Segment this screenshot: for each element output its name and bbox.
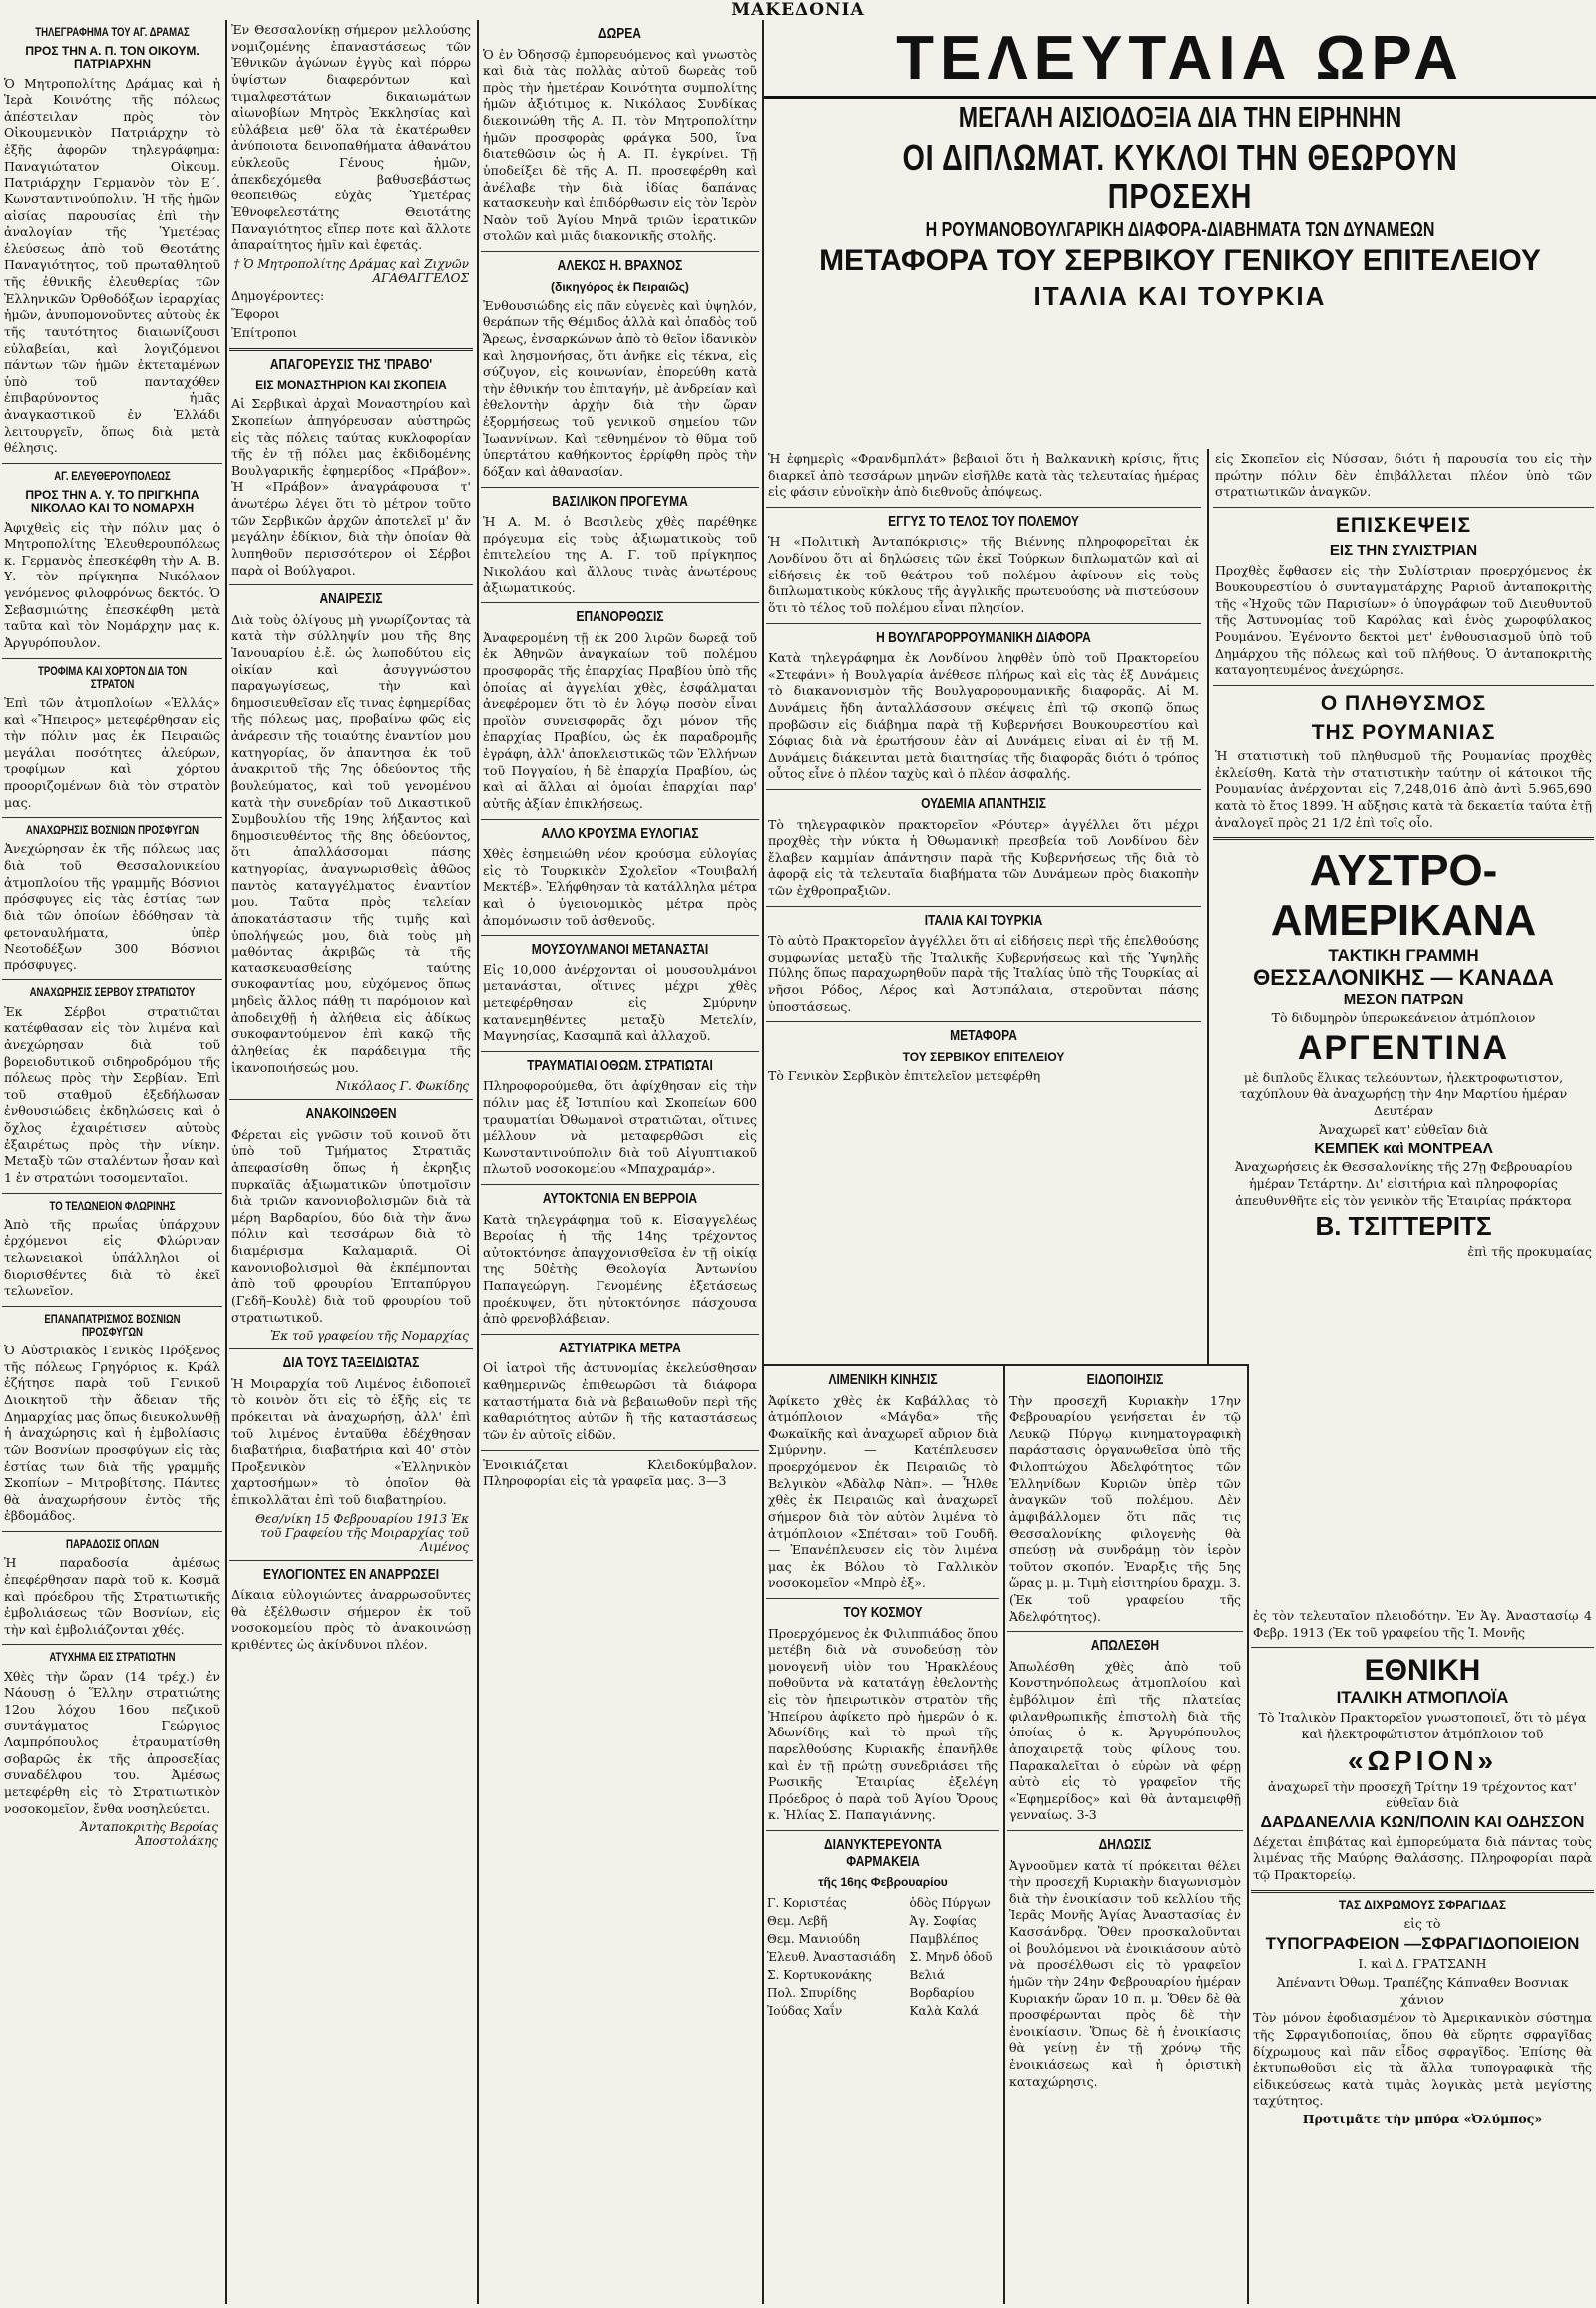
article-text: Φέρεται εἰς γνῶσιν τοῦ κοινοῦ ὅτι ὑπὸ τοῦ Τμήματος Στρατιᾶς ἀπεφασίσθη ὅπως ἡ ἐκρηξις πυρκαϊᾶς ἀξιωματικῶν ὑποτμοῖσιν διὰ τριῶν κανονιοβολισμῶν διὰ τὰ μέρη Βαρδαρίου, δύο διὰ τὴν ἄνω πόλιν καὶ τεσσάρων διὰ τὸ διαμέρισμα Καλαμαριᾶ. Οἱ κανονιοβολισμοὶ θὰ ἐκπέμπονται ἀπὸ τοῦ φρουρίου Ἐπταπύργου (Γεδῆ–Κουλὲ) διὰ τοῦ φρουρίου τοῦ στρατιωτικοῦ.	[231, 1126, 471, 1325]
ad-text: Τὸ Ἰταλικὸν Πρακτορεῖον γνωστοποιεῖ, ὅτι τὸ μέγα καὶ ἠλεκτροφώτιστον ἀτμόπλοιον τοῦ	[1258, 1710, 1587, 1741]
article-headline: ΑΛΕΚΟΣ Η. ΒΡΑΧΝΟΣ	[557, 257, 683, 274]
article-headline: ΕΥΛΟΓΙΟΝΤΕΣ ΕΝ ΑΝΑΡΡΩΣΕΙ	[262, 1565, 440, 1583]
article-headline: ΒΑΣΙΛΙΚΟΝ ΠΡΟΓΕΥΜΑ	[552, 492, 688, 510]
column-rule	[1207, 449, 1209, 1366]
table-cell: Γ. Κοριστέας	[767, 1896, 847, 1911]
article-text: Πληροφορούμεθα, ὅτι ἀφίχθησαν εἰς τὴν πόλιν μας ἐξ Ἰστιπίου καὶ Σκοπείων 600 τραυματίαι Ὀθωμανοὶ στρατιῶται, οἵτινες μέλλουν νὰ μεταφερθῶσι εἰς Κωνσταντινούπολιν διὰ τοῦ Αἰγυπτιακοῦ πλωτοῦ νοσοκομείου «Μπαχραμάρ».	[483, 1078, 757, 1177]
headline-diplomatic: ΟΙ ΔΙΠΛΩΜΑΤ. ΚΥΚΛΟΙ ΤΗΝ ΘΕΩΡΟΥΝ ΠΡΟΣΕΧΗ	[902, 136, 1458, 217]
divider	[229, 1560, 473, 1561]
table-cell: Καλὰ Καλά	[909, 2004, 979, 2019]
ad-address: Ἀπέναντι Ὀθωμ. Τραπέζης Κάπναθεν Βοσνιακ χάνιον	[1276, 1975, 1569, 2007]
article-subheadline: ΕΙΣ ΜΟΝΑΣΤΗΡΙΟΝ ΚΑΙ ΣΚΟΠΕΙΑ	[255, 378, 447, 393]
article-text: Διὰ τοὺς ὀλίγους μὴ γνωρίζοντας τὰ κατὰ τὴν σύλληψίν μου τῆς 8ης Ἰανουαρίου ἐ.ἔ. ὡς λωποδύτου εἰς οἰκίαν καὶ ἀσυγγνώστου παραγωγίσεως, τὴν καὶ δημοσιευθεῖσαν εἴς τινας ἐφημερίδας τῆς πόλεως μας, προβαίνω φῶς εἰς ἀνάρεσιν τῆς τοιαύτης ἐναντίον μου κατηγορίας, ὅν ἀπαντησα ἐκ τοῦ ἀνακριτοῦ τῆς 7ης ὁδεύοντος τῆς βουλεύματος, καὶ τοῦ γενομένου κατὰ τὴν συνεδρίαν τοῦ Δικαστικοῦ Συμβουλίου τῆς 19ης λήξαντος καὶ δημοσιευθέντος τῆς 8ης ὁδεύοντος, ὅτι ἀπαλλάσσομαι πάσης κατηγορίας, ἀναγνωρισθεὶς ἀθῶος παντὸς καταγγέλματος ἐναντίον μου. Ταῦτα πρὸς τελείαν ἀποκατάστασιν τῆς τιμῆς καὶ ὑπολήψεώς μου, διὰ τοὺς μὴ μαθόντας ἀκριβῶς τὰ τῆς κατασκευασθείσης ταύτης συκοφαντίας μου, εὐχόμενος ὅπως μηδεὶς ἄλλος πάθῃ τι παρόμοιον καὶ ἀποδειχθῇ ἡ ἀλήθεια εἰς ἀδίκως συκοφαντούμενον ἐπὶ κακῷ τῆς ἀληθείας ἐκ παράδειγμα τῆς ἱκανοποιήσεώς μου.	[231, 611, 471, 1075]
table-cell: Θεμ. Μανιούδη	[767, 1932, 860, 1947]
article-text: Ἀνεχώρησαν ἐκ τῆς πόλεως μας διὰ τοῦ Θεσσαλονικείου ἀτμοπλοίου τῆς γραμμῆς Βόσνιοι πρόσφυγες εἰς τὰς ἑστίας των διὰ τῶν ὁποίων ἐδόθησαν τὰ φετοναυλήματα, ὑπὲρ Νεοτοδέξων 300 Βόσνιοι πρόσφυγες.	[4, 841, 220, 972]
divider	[1007, 1631, 1243, 1632]
divider	[2, 463, 222, 464]
article-headline: ΜΕΤΑΦΟΡΑ	[950, 1027, 1017, 1045]
lead-text: Ἡ ἐφημερὶς «Φρανδμπλάτ» βεβαιοῖ ὅτι ἡ Βαλκανικὴ κρίσις, ἥτις διαρκεῖ ἀπὸ τεσσάρων μηνῶν εἰσῆλθε κατὰ τὰς τελευταίας ἡμέρας εἰς φάσιν εὐνοϊκὴν ἀπὸ διεθνοῦς ἀπόψεως.	[768, 451, 1199, 500]
table-cell: Βελιά	[909, 1968, 945, 1983]
article-subheadline: τῆς 16ης Φεβρουαρίου	[818, 1875, 948, 1889]
table-cell: Θεμ. Λεβῆ	[767, 1914, 828, 1929]
article-text: Χθὲς ἐσημειώθη νέον κρούσμα εὐλογίας εἰς τὸ Τουρκικὸν Σχολεῖον «Τουιβαλή Μεκτέβ». Ἐλήφθησαν τὰ κατάλληλα μέτρα καὶ ὁ ὑγειονομικὸς μέτρα πρὸς ἀπομόνωσιν τοῦ ἀσθενοῦς.	[483, 846, 757, 928]
article-text: Εἰς 10,000 ἀνέρχονται οἱ μουσουλμάνοι μετανάσται, οἵτινες μέχρι χθὲς μετεφέρθησαν εἰς Σμύρνην κατανεμηθέντες μεταξὺ Μετελίν, Μαγνησίας, Κασαμπᾶ καὶ ἀλλαχοῦ.	[483, 962, 757, 1044]
article-signature: Θεσ/νίκη 15 Φεβρουαρίου 1913 Ἐκ τοῦ Γραφείου τῆς Μοιραρχίας τοῦ Λιμένος	[255, 1511, 469, 1554]
article-text: Ἐνοικιάζεται Κλειδοκύμβαλον. Πληροφορίαι εἰς τὰ γραφεῖα μας. 3—3	[483, 1456, 757, 1489]
divider	[481, 1051, 759, 1052]
headline-italy-turkey: ΙΤΑΛΙΑ ΚΑΙ ΤΟΥΡΚΙΑ	[1033, 281, 1327, 312]
article-headline: ΕΓΓΥΣ ΤΟ ΤΕΛΟΣ ΤΟΥ ΠΟΛΕΜΟΥ	[888, 512, 1079, 530]
article-signature: † Ὁ Μητροπολίτης Δράμας καὶ Ζιχνῶν ΑΓΑΘΑΓΓΕΛΟΣ	[233, 256, 469, 285]
article-subheadline: ΠΡΟΣ ΤΗΝ Α. Υ. ΤΟ ΠΡΙΓΚΗΠΑ ΝΙΚΟΛΑΟ ΚΑΙ ΤΟ ΝΟΜΑΡΧΗ	[25, 488, 200, 516]
article-headline: ΑΝΑΧΩΡΗΣΙΣ ΒΟΣΝΙΩΝ ΠΡΟΣΦΥΓΩΝ	[25, 823, 200, 838]
divider	[2, 1644, 222, 1645]
divider	[481, 1334, 759, 1335]
divider	[2, 817, 222, 818]
article-text: Ἡ Μοιραρχία τοῦ Λιμένος ἐιδοποιεῖ τὸ κοινὸν ὅτι εἰς τὸ ἐξῆς εἰς τε πρόκειται νὰ ἀναχωρήσῃ, ἀλλ' ἐπὶ τοῦ λιμένος ἐνταῦθα ἐδέχθησαν διαβατήρια, διαβατήρια καὶ 40' στὸν Προξενικὸν «Ἑλληνικὸν χαρτοσήμων» τὸ ὁποῖον θὰ ἐπικολλᾶται ἐπὶ τοῦ διαβατηρίου.	[231, 1375, 471, 1508]
ad-ethniki-title: ΕΘΝΙΚΗ	[1364, 1654, 1481, 1688]
article-signature: Ἐκ τοῦ γραφείου τῆς Νομαρχίας	[270, 1329, 469, 1344]
article-text: Ὁ ἐν Ὀδησσῷ ἐμπορευόμενος καὶ γνωστὸς καὶ διὰ τὰς πολλὰς αὐτοῦ δωρεὰς τοῦ πρὸς τὴν ἡμετέραν Κοινότητα συμπολίτης ἡμῶν ἀξιότιμος κ. Νικόλαος Συνδίκας διεκοινώθη τῆς Α. Π. τὸν Μητροπολίτην ἡμῶν προσφορὰς φράγκα 500, ἵνα διατεθῶσιν ὡς ἡ Α. Π. ἐγκρίνει. Τῇ ὑποδείξει δὲ τῆς Α. Π. προσεφέρθη καὶ ἀνέλαβε τὴν διὰ ἰδίας δαπάνας κατασκευὴν καὶ ἐπιδόρθωσιν εἰς τὸν Ἱερὸν Ναὸν τοῦ Ἁγίου Μηνᾶ τριῶν ἱερατικῶν στολῶν καὶ μιᾶς διακονικῆς στολῆς.	[483, 46, 757, 244]
divider	[229, 1348, 473, 1349]
ad-via: ΜΕΣΟΝ ΠΑΤΡΩΝ	[1343, 991, 1464, 1009]
article-text: Τὸ αὐτὸ Πρακτορεῖον ἀγγέλλει ὅτι αἱ εἰδήσεις περὶ τῆς ἐπελθούσης συμφωνίας μεταξὺ τῆς Ἰταλικῆς Κυβερνήσεως καὶ τῆς Ὑψηλῆς Πύλης ὅπως παραχωρηθοῦν παρὰ τῆς Ἰταλίας ὑπὸ τῆς Τουρκίας αἱ νῆσοι Ρόδος, Λέρος καὶ Ἀστυπάλαια, στεροῦνται πάσης ὑποστάσεως.	[768, 933, 1199, 1014]
article-text: Ἐν Θεσσαλονίκῃ σήμερον μελλούσης νομιζομένης ἐπαναστάσεως τῶν Ἐθνικῶν ἀγώνων ἐγγὺς καὶ πόρρω ὑψίστων διαφερόντων καὶ τιμαλφεστάτων δικαιωμάτων αἰωνοβίων Μητρὸς Ἐκκλησίας καὶ εὐλάβεια μεθ' ὅλα τὰ ἐκατέρωθεν ἀνύποιοτα δεινοπαθήματα ἀθανάτου εὐκλεοῦς Γένους ἡμῶν, ἀπεκδεχόμεθα βαθυσεβάστως θεοπειθῶς εὐχὰς Ὑμετέρας Ἐθνοφελεστάτης Θειοτάτης Παναγιότητος εἴπερ ποτε καὶ ἄλλοτε ἀπαραίτητος ἡμῖν καὶ ἐφετάς.	[231, 22, 471, 253]
ad-line: ΤΑΚΤΙΚΗ ΓΡΑΜΜΗ	[1328, 946, 1479, 965]
article-headline: ΑΛΛΟ ΚΡΟΥΣΜΑ ΕΥΛΟΓΙΑΣ	[541, 824, 699, 842]
article-text: Ἐπὶ τῶν ἀτμοπλοίων «Ἑλλάς» καὶ «Ἤπειρος» μετεφέρθησαν εἰς τὴν πόλιν μας ἐκ Πειραιῶς μεγάλαι ποσότητες ἀλεύρων, τροφίμων καὶ χόρτου προοριζομένων διὰ τὸν στρατὸν μας.	[4, 694, 220, 810]
article-headline: ΤΡΑΥΜΑΤΙΑΙ ΟΘΩΜ. ΣΤΡΑΤΙΩΤΑΙ	[527, 1056, 713, 1074]
ad-beer: Προτιμᾶτε τὴν μπύρα «Ὀλύμπος»	[1302, 2112, 1543, 2127]
table-cell: Σ. Κορτυκονάκης	[767, 1968, 872, 1983]
article-text: Δίκαια εὐλογιώντες ἀναρρωσοῦντες θὰ ἐξέλθωσιν σήμερον ἐκ τοῦ νοσοκομείου πρὸς τὸ ἀνακοινώσῃ κριθέντες ὡς ἀκίνδυνοι πλέον.	[231, 1587, 471, 1653]
divider	[229, 1099, 473, 1100]
article-text: Αἱ Σερβικαὶ ἀρχαὶ Μοναστηρίου καὶ Σκοπείων ἀπηγόρευσαν αὐστηρῶς εἰς τὰς πόλεις ταύτας κυκλοφορίαν τῆς ἐν τῇ πόλει μας ἐκδιδομένης Βουλγαρικῆς ἐφημερίδος «Πράβον». Ἡ «Πράβον» ἀναγράφουσα τ' ἀνωτέρω λέγει ὅτι τὸ μέτρον τοῦτο τῶν Σερβικῶν ἀρχῶν ἀποτελεῖ μ' ἄν μεγάλην ἐδίκιον, διὰ τὴν ὁποίαν θὰ λυπηθοῦν περισσότερον οἱ Σέρβοι παρὰ οἱ Βούλγαροι.	[231, 396, 471, 577]
article-headline: ΕΠΑΝΟΡΘΩΣΙΣ	[576, 608, 664, 626]
right-column-a	[764, 449, 1203, 1366]
article-headline: ΜΟΥΣΟΥΛΜΑΝΟΙ ΜΕΤΑΝΑΣΤΑΙ	[531, 941, 709, 959]
article-subheadline: ΠΡΟΣ ΤΗΝ Α. Π. ΤΟΝ ΟΙΚΟΥΜ. ΠΑΤΡΙΑΡΧΗΝ	[25, 44, 200, 72]
article-headline: ΟΥΔΕΜΙΑ ΑΠΑΝΤΗΣΙΣ	[921, 795, 1046, 812]
article-headline: ΙΤΑΛΙΑ ΚΑΙ ΤΟΥΡΚΙΑ	[924, 911, 1043, 929]
divider	[766, 789, 1201, 790]
table-cell: ὁδὸς Πύργων	[909, 1896, 991, 1911]
headline-peace: ΜΕΓΑΛΗ ΑΙΣΙΟΔΟΞΙΑ ΔΙΑ ΤΗΝ ΕΙΡΗΝΗΝ	[958, 102, 1402, 134]
divider	[481, 935, 759, 936]
right-a-articles	[764, 514, 1203, 1085]
article-headline: ΠΑΡΑΔΟΣΙΣ ΟΠΛΩΝ	[66, 1537, 159, 1552]
divider	[2, 1306, 222, 1307]
table-row	[766, 1895, 999, 1911]
article-headline: ΑΠΩΛΕΣΘΗ	[1090, 1637, 1160, 1655]
article-text: Ἡ «Πολιτικὴ Ἀνταπόκρισις» τῆς Βιέννης πληροφορεῖται ἐκ Λονδίνου ὅτι αἱ δηλώσεις τῶν ἐκεῖ Τούρκων διπλωματῶν καὶ αἱ εἰδήσεις ἐκ τοῦ θεάτρου τοῦ πολέμου ἀφίνουν εἰς τοὺς διπλωματικοὺς κύκλους τῆς ἀγγλικῆς πρωτευούσης νὰ πιστεύσουν ὅτι τὸ τέλος τοῦ πολέμου εἶναι πλησίον.	[768, 534, 1199, 615]
article-text: Ὁ Αὐστριακὸς Γενικὸς Πρόξενος τῆς πόλεως Γρηγόριος κ. Κράλ ἐζήτησε παρὰ τοῦ Γενικοῦ Διοικητοῦ τὴν ἄδειαν τῆς Δημαρχίας μας ὅπως διευκολυνθῇ ἡ ἀναχώρησις καὶ ἡ ἐμβολίασις τῶν Βοσνίων προσφύγων εἰς τὰς ἑστίας των διὰ τῆς γραμμῆς Σκοπίων – Μιτροβίτσης. Πάντες θὰ ἀναχωρήσουν ἐντὸς τῆς ἑβδομάδος.	[4, 1343, 220, 1524]
divider	[2, 1193, 222, 1194]
article-text: ἐς τὸν τελευταῖον πλειοδότην. Ἐν Ἁγ. Ἀναστασίῳ 4 Φεβρ. 1913 (Ἐκ τοῦ γραφείου τῆς Ἱ. Μονῆς	[1253, 1608, 1592, 1640]
pharmacy-table	[764, 1893, 1001, 2021]
ad-text: ἀναχωρεῖ τὴν προσεχῆ Τρίτην 19 τρέχοντος κατ' εὐθεῖαν διὰ	[1268, 1778, 1577, 1811]
column-2	[227, 20, 475, 2304]
article-headline: ΔΗΛΩΣΙΣ	[1098, 1836, 1152, 1853]
ad-text: Δέχεται ἐπιβάτας καὶ ἐμπορεύματα διὰ πάντας τοὺς λιμένας τῆς Μαύρης Θαλάσσης. Πληροφορίαι παρὰ τῷ Πρακτορείῳ.	[1253, 1833, 1592, 1882]
article-text: Ἐνθουσιώδης εἰς πᾶν εὐγενὲς καὶ ὑψηλόν, θεράπων τῆς Θέμιδος ἀλλὰ καὶ ὀπαδὸς τοῦ Ἄρεως, ἐνσαρκώνων ἀπὸ τὸ θεῖον ἰδανικὸν καὶ λησμονήσας, ὅτι ἀνῆκε εἰς τέκνα, εἰς σύζυγον, εἰς κοινωνίαν, ἐπορεύθη κατὰ τὴν ἐθνικήν του ἐπιταγήν, μὲ ἀνδρείαν καὶ ἐθελοντὴν ἀρχὴν διὰ τὴν ὥραν ἐξορμήσεως τοῦ γενικοῦ σημείου τῶν Ἰωαννίνων. Καὶ τεθνημένον τὸ θῦμα τοῦ ὑπερτάτου καθήκοντος ἐρρίφθη πρὸς τὴν δόξαν καὶ ἀθανασίαν.	[483, 297, 758, 479]
last-hour-banner: ΤΕΛΕΥΤΑΙΑ ΩΡΑ	[764, 28, 1596, 99]
divider	[481, 487, 759, 488]
divider	[229, 584, 473, 585]
signatory-1: Δημογέροντες:	[231, 287, 325, 303]
ad-text: μὲ διπλοῦς ἕλικας τελεόυντων, ἠλεκτροφωτιστον, ταχύπλουν θὰ ἀναχωρήσῃ τὴν 4ην Μαρτίου ἡμέραν Δευτέραν	[1239, 1069, 1568, 1119]
divider	[481, 251, 759, 252]
ad-text: Ἀναχωρήσεις ἐκ Θεσσαλονίκης τῆς 27ῃ Φεβρουαρίου ἡμέραν Τετάρτην. Δι' εἰσιτήρια καὶ πληροφορίας ἀπευθυνθῆτε εἰς τὸν γενικὸν τῆς Ἑταιρίας πράκτορα	[1234, 1159, 1573, 1208]
ad-destinations: ΔΑΡΔΑΝΕΛΛΙΑ ΚΩΝ/ΠΟΛΙΝ ΚΑΙ ΟΔΗΣΣΟΝ	[1260, 1813, 1585, 1831]
table-cell: Ἰούδας Χαΐν	[767, 2004, 843, 2019]
divider	[766, 1598, 999, 1599]
section-divider	[229, 348, 473, 351]
article-headline: ΤΡΟΦΙΜΑ ΚΑΙ ΧΟΡΤΟΝ ΔΙΑ ΤΟΝ ΣΤΡΑΤΟΝ	[37, 663, 187, 691]
article-headline: ΕΠΑΝΑΠΑΤΡΙΣΜΟΣ ΒΟΣΝΙΩΝ ΠΡΟΣΦΥΓΩΝ	[44, 1311, 181, 1339]
article-text: Προχθὲς ἔφθασεν εἰς τὴν Συλίστριαν προερχόμενος ἐκ Βουκουρεστίου ὁ συνταγματάρχης Ραριοῦ ἀνταποκριτὴς τῆς «Ἠχοῦς τῶν Παρισίων» ὁ ὑπογράφων τοῦ Διευθυντοῦ τῆς Ἀστυνομίας τοῦ Καρόλας καὶ ἑνὸς χωροφύλακος Ρουμάνου. Ἐγένοντο δεκτοὶ μετ' ἐνθουσιασμοῦ ὑπὸ τοῦ Δημάρχου τῆς πόλεως καὶ τοῦ πλήθους. Ὁ ἀνταποκριτὴς καταγοητευμένος ἀνεχώρησε.	[1215, 563, 1592, 678]
article-subheadline: ΤΗΣ ΡΟΥΜΑΝΙΑΣ	[1311, 720, 1496, 744]
article-headline: ΤΟ ΤΕΛΩΝΕΙΟΝ ΦΛΩΡΙΝΗΣ	[49, 1198, 176, 1213]
ad-route: ΘΕΣΣΑΛΟΝΙΚΗΣ — ΚΑΝΑΔΑ	[1253, 965, 1554, 991]
divider	[1213, 837, 1594, 840]
table-row	[766, 1985, 999, 2001]
article-headline: ΑΓ. ΕΛΕΥΘΕΡΟΥΠΟΛΕΩΣ	[54, 468, 171, 483]
article-signature: Ἀνταποκριτὴς Βεροίας Ἀποστολάκης	[80, 1820, 218, 1849]
article-headline: ΛΙΜΕΝΙΚΗ ΚΙΝΗΣΙΣ	[828, 1371, 938, 1388]
article-headline: ΑΝΑΙΡΕΣΙΣ	[319, 590, 383, 608]
ad-owner: Ι. καὶ Δ. ΓΡΑΤΣΑΝΗ	[1358, 1956, 1487, 1972]
article-headline: ΑΝΑΚΟΙΝΩΘΕΝ	[305, 1105, 397, 1123]
divider	[766, 507, 1201, 508]
article-headline: ΑΥΤΟΚΤΟΝΙΑ ΕΝ ΒΕΡΡΟΙΑ	[542, 1190, 698, 1208]
table-row	[766, 1949, 999, 1965]
ad-destinations: ΚΕΜΠΕΚ καὶ ΜΟΝΤΡΕΑΛ	[1314, 1140, 1493, 1158]
divider	[2, 979, 222, 980]
article-text: Ἡ στατιστικὴ τοῦ πληθυσμοῦ τῆς Ρουμανίας προχθὲς ἐκλείσθη. Κατὰ τὴν στατιστικὴν ταύτην οἱ κάτοικοι τῆς Ρουμανίας ἀνέρχονται εἰς 7,248,016 ἀπὸ ἀντὶ 5.965,690 κατὰ τὸ ἔτος 1899. Ἡ αὔξησις κατὰ τὰ δεκαετία ταύτα ἐτῇ ἀναλογεῖ πρὸς 21 1/2 ἐπὶ τοῖς οἷο.	[1215, 748, 1592, 830]
table-cell: Ἑλευθ. Ἀναστασιάδη	[767, 1950, 896, 1965]
article-headline: ΑΝΑΧΩΡΗΣΙΣ ΣΕΡΒΟΥ ΣΤΡΑΤΙΩΤΟΥ	[29, 985, 196, 1000]
divider	[481, 602, 759, 603]
article-text: Χθὲς τὴν ὥραν (14 τρέχ.) ἐν Νάουσῃ ὁ Ἕλλην στρατιώτης 12ου λόχου 16ου πεζικοῦ συντάγματος Γεώργιος Λαμπρόπουλος ἐτραυματίσθη σοβαρῶς ἐκ τῆς ἀπροσεξίας συναδέλφου του. Ἀμέσως μετεφέρθη εἰς τὸ Στρατιωτικὸν νοσοκομεῖον, ἔνθα νοσηλεύεται.	[4, 1668, 220, 1816]
table-cell: Παμβλέπος	[909, 1932, 979, 1947]
article-headline: Η ΒΟΥΛΓΑΡΟΡΡΟΥΜΑΝΙΚΗ ΔΙΑΦΟΡΑ	[876, 628, 1091, 646]
article-headline: ΤΟΥ ΚΟΣΜΟΥ	[843, 1604, 923, 1621]
divider	[1213, 507, 1594, 508]
article-text: Ἀφίκετο χθὲς ἐκ Καβάλλας τὸ ἀτμόπλοιον «Μάγδα» τῆς Φωκαϊκῆς καὶ ἀναχωρεῖ αὔριον διὰ Σμύρνην. — Κατέπλευσεν προερχόμενον ἐκ Πειραιῶς τὸ Βελγικὸν «Ἀδὰλφ Νὰπ». — Ἦλθε χθὲς ἐκ Πειραιῶς καὶ ἀναχωρεῖ σήμερον διὰ τὸν αὐτὸν λιμένα τὸ ἀτμόπλοιον «Σπέτσαι» τοῦ Γουδῆ. — Ἐπανέπλευσεν εἰς τὸν λιμένα μας ἐκ Βόλου τὸ Γαλλικὸν νοσοκομεῖον «Μπρὸ ἐξ».	[768, 1392, 998, 1591]
article-text: Ἡ παραδοσία ἀμέσως ἐπεφέρθησαν παρὰ τοῦ κ. Κοσμᾶ καὶ πρόεδρου τῆς Στρατιωτικῆς ἐμβολιάσεως τῶν Βοσνίων, εἰς τὴν καὶ ἐμβολιάζονται χθές.	[4, 1555, 220, 1637]
column-3	[479, 20, 761, 2304]
ad-ship-name: ΑΡΓΕΝΤΙΝΑ	[1297, 1028, 1510, 1067]
divider	[2, 658, 222, 659]
signatory-3: Ἐπίτροποι	[231, 325, 298, 340]
divider	[1251, 1890, 1594, 1893]
divider	[766, 906, 1201, 907]
table-row	[766, 1967, 999, 1983]
ad-text: Τὸν μόνον ἐφοδιασμένον τὸ Ἀμερικανικὸν σύστημα τῆς Σφραγιδοποιίας, ὅπου θὰ εὕρητε σφραγῖδας δίχρωμους καὶ πᾶν εἶδος σφραγῖδος. Ἐπίσης θὰ ἐκτυπωθοῦσι εἰς τὰ ἄλλα τυπογραφικὰ τῆς εἰδικεύσεως κατὰ τιμὰς λογικὰς μετὰ μεγίστης ταχύτητος.	[1253, 2010, 1592, 2109]
article-headline: ΔΙΑ ΤΟΥΣ ΤΑΞΕΙΔΙΩΤΑΣ	[282, 1354, 420, 1372]
ad-ship-name: «ΩΡΙΟΝ»	[1347, 1744, 1498, 1776]
divider	[1007, 1830, 1243, 1831]
article-text: Ἀναφερομένη τῇ ἐκ 200 λιρῶν δωρεᾷ τοῦ ἐκ Ἀθηνῶν ἀναγκαίων τοῦ πολέμου προσφορᾶς τῆς ἐπαρχίας Πραβίου ὑπὸ τῆς ὁποίας αἱ ἀγγελίαι χθὲς, ἐσφάλμαται ἀνεφέρομεν ὅτι τὸ ἐν λόγῳ ποσὸν εἶναι προϊὸν συνεισφορᾶς ὄχι μόνον τῆς ἐπαρχίας Πραβίου, ὡς ἐκ παραδρομῆς ἐγράφη, ἀλλ' ἀποκλειστικῶς τῶν Ἑλλήνων τοῦ Πογγαίου, ἡ δὲ ἐπαρχία Πραβίου, ὡς καὶ αἱ ἄλλαι αἱ ὁμοίαι ἐπαρχίαι παρ' αὐτῆς ἀξίαν ἐπικλήσεως.	[483, 629, 757, 811]
right-column-b	[1211, 449, 1596, 1606]
divider	[766, 1830, 999, 1831]
ad-austro-americana-title: ΑΥΣΤΡΟ-ΑΜΕΡΙΚΑΝΑ	[1270, 846, 1537, 946]
column-2-articles	[227, 357, 475, 1654]
right-column-c	[764, 1366, 1001, 2304]
article-subheadline: ΤΟΥ ΣΕΡΒΙΚΟΥ ΕΠΙΤΕΛΕΙΟΥ	[902, 1049, 1065, 1064]
divider	[481, 819, 759, 820]
article-headline: ΕΠΙΣΚΕΨΕΙΣ	[1335, 513, 1472, 537]
headline-romanian-bulgarian: Η ΡΟΥΜΑΝΟΒΟΥΛΓΑΡΙΚΗ ΔΙΑΦΟΡΑ-ΔΙΑΒΗΜΑΤΑ ΤΩΝ ΔΥΝΑΜΕΩΝ	[925, 219, 1435, 242]
ad-address: ἐπὶ τῆς προκυμαίας	[1467, 1244, 1592, 1260]
article-text: Τὸ Γενικὸν Σερβικὸν ἐπιτελεῖον μετεφέρθη	[768, 1067, 1041, 1083]
divider	[1251, 1647, 1594, 1648]
divider	[481, 1184, 759, 1185]
divider	[2, 1531, 222, 1532]
article-headline: ΑΤΥΧΗΜΑ ΕΙΣ ΣΤΡΑΤΙΩΤΗΝ	[49, 1650, 176, 1665]
divider	[766, 623, 1201, 624]
article-text: Προερχόμενος ἐκ Φιλιππιάδος ὅπου μετέβη διὰ νὰ συνοδεύσῃ τὸν μονογενῆ υἱὸν του Ἠρακλέους ποθοῦντα νὰ κατατάγῃ ἐθελοντὴς εἰς τὸν ἠπειρωτικὸν στρατὸν τῆς Ἠπείρου ἀφίκετο πρὸ ἡμερῶν ὁ κ. Ἀδωνίδης καὶ τὸ πρωὶ τῆς παρελθούσης Κυριακῆς ἐπανῆλθε καὶ ἐν τῇ πρώτῃ συνεδριάσει τῆς Ρωσικῆς Ἑταιρίας ἐξελέγη Πρόεδρος ὁ παρὰ τοῦ Ἁγίου Ὄρους κ. Ἠλίας Σ. Παπαγιάννης.	[768, 1625, 998, 1823]
article-text: Ἀπωλέσθη χθὲς ἀπὸ τοῦ Κονστηνόπολεως ἀτμοπλοίου καὶ ἐμβόλιμον ἐπὶ τῆς πλατείας φιλανθρωπικῆς ἐπιστολὴ διὰ τῆς ὁποίας ὁ κ. Ἀργυρόπουλος ἀποχαιρετᾷ τοὺς φίλους του. Παρακαλεῖται ὁ εὑρὼν νὰ φέρῃ αὐτὸ εἰς τὸ γραφεῖον τῆς «Ἐφημερίδος» καὶ θὰ ἀνταμειφθῇ γενναίως. 3-3	[1009, 1658, 1241, 1823]
last-hour-section	[764, 20, 1596, 2304]
article-headline: Ο ΠΛΗΘΥΣΜΟΣ	[1320, 691, 1487, 715]
article-text: Ἀφιχθεὶς εἰς τὴν πόλιν μας ὁ Μητροπολίτης Ἐλευθερουπόλεως κ. Γερμανὸς ἐπεσκέφθη τὴν Α. Β. Υ. τὸν πρίγκηπα Νικόλαον γενόμενος φιλοφρόνως δεκτός. Ὁ Σεβασμιώτης ἐπεσκέφθη μετὰ ταῦτα καὶ τὸν Νομάρχην μας κ. Ἀργυρόπουλον.	[4, 519, 220, 650]
article-headline: ΑΠΑΓΟΡΕΥΣΙΣ ΤΗΣ 'ΠΡΑΒΟ'	[269, 355, 433, 373]
divider	[1213, 685, 1594, 686]
article-headline: ΤΗΛΕΓΡΑΦΗΜΑ ΤΟΥ ΑΓ. ΔΡΑΜΑΣ	[35, 25, 190, 39]
article-text: Ἡ Α. Μ. ὁ Βασιλεὺς χθὲς παρέθηκε πρόγευμα εἰς τοὺς ἀξιωματικοὺς τοῦ ἐπιτελείου της Α. Γ. τοῦ πρίγκηπος Νικολάου καὶ ἄλλους τινὰς ἀνωτέρους ἀξιωματικούς.	[483, 514, 757, 595]
ad-ethniki-subtitle: ΙΤΑΛΙΚΗ ΑΤΜΟΠΛΟΪΑ	[1336, 1688, 1509, 1708]
column-1	[0, 20, 224, 2304]
lead-text: εἰς Σκοπεῖον εἰς Νύσσαν, διότι ἡ παρουσία του εἰς τὴν πρώτην πόλιν δὲν ἐπιβάλλεται πλέον ὑπὸ τῶν στρατιωτικῶν ἀναγκῶν.	[1215, 451, 1592, 500]
ad-seals-title: ΤΑΣ ΔΙΧΡΩΜΟΥΣ ΣΦΡΑΓΙΔΑΣ	[1338, 1897, 1507, 1912]
headline-serbian-staff: ΜΕΤΑΦΟΡΑ ΤΟΥ ΣΕΡΒΙΚΟΥ ΓΕΝΙΚΟΥ ΕΠΙΤΕΛΕΙΟΥ	[819, 244, 1541, 278]
signatory-2: Ἔφοροι	[231, 306, 280, 322]
table-row	[766, 1931, 999, 1947]
table-row	[766, 1913, 999, 1929]
article-signature: Νικόλαος Γ. Φωκίδης	[335, 1079, 469, 1094]
article-text: Οἱ ἰατροὶ τῆς ἀστυνομίας ἐκελεύσθησαν καθημερινῶς ἐπιθεωρῶσι τὰ διάφορα καταστήματα διὰ νὰ βεβαιωθοῦν περὶ τῆς καθαριότητος αὐτῶν ἢ τῆς καταστάσεως τῶν ἐν αὐτοῖς εἰδῶν.	[483, 1360, 757, 1442]
divider	[766, 1021, 1201, 1022]
article-subheadline: ΕΙΣ ΤΗΝ ΣΥΛΙΣΤΡΙΑΝ	[1329, 541, 1478, 559]
article-headline: ΔΩΡΕΑ	[598, 25, 641, 42]
article-text: Ἀπὸ τῆς πρωΐας ὑπάρχουν ἐρχόμενοι εἰς Φλώριναν τελωνειακοὶ ὑπάλληλοι οἱ διορισθέντες διὰ τὸ ἐκεῖ τελωνεῖον.	[4, 1216, 220, 1299]
article-text: Ἀγνοοῦμεν κατὰ τί πρόκειται θέλει τὴν προσεχῆ Κυριακὴν διαγωνισμὸν διὰ τὴν ἐνοικίασιν τοῦ κελλίου τῆς Ἱερᾶς Μονῆς Ἁγίας Ἀναστασίας ἐν Κασσάνδρᾳ. Ὅθεν προσκαλοῦνται οἱ βουλόμενοι νὰ ἐνοικιάσουν αὐτὸ νὰ προσέλθωσι εἰς τὸ γραφεῖον ἡμῶν τὴν 24ην Φεβρουαρίου ἡμέραν Κυριακήν ὥραν 10 π. μ. Ὅθεν δὲ θὰ προσφέρωνται πρὸς δὲ τὴν ἐνοικίασιν. Ὅπως δὲ ἡ ἐνοικίασις θὰ γείνῃ ἐν τῇ χρόνῳ τῆς ἐνοικιάσεως καὶ ἡ ὁριστικὴ καταχώρησις.	[1009, 1857, 1241, 2089]
article-text: Κατὰ τηλεγράφημα τοῦ κ. Εἰσαγγελέως Βεροίας ἡ τῆς 14ης τρέχοντος αὐτοκτόνησε ἀπαγχονισθεῖσα ἐν τῇ οἰκίᾳ της 50ἐτὴς Θεολογία Ἀντωνίου Παπαγεώργη. Γενομένης ἐξετάσεως προέκυψεν, ὅτι ηὐτοκτόνησε πάσχουσα ἀπὸ φρενοβλάβειαν.	[483, 1211, 757, 1327]
table-row	[766, 2003, 999, 2019]
table-cell: Ἀγ. Σοφίας	[909, 1914, 977, 1929]
article-headline: ΕΙΔΟΠΟΙΗΣΙΣ	[1086, 1371, 1164, 1388]
article-text: Τὴν προσεχῆ Κυριακὴν 17ην Φεβρουαρίου γενήσεται ἐν τῷ Λευκῷ Πύργῳ κινηματογραφικὴ παράστασις ὀργανωθεῖσα ὑπὸ τῆς Φιλοπτώχου Ἀδελφότητος τῶν Ἑλληνίδων Κυριῶν ὑπὲρ τῶν ἀναγκῶν τοῦ πολέμου. Δὲν ἀμφιβάλλομεν ὅτι πᾶς τις Θεσσαλονίκης φιλογενὴς θὰ σπεύσῃ νὰ συνδράμῃ τὸν ἱερὸν τοῦτον σκοπόν. Ἐναρξις τῆς 5ης ὥρας μ. μ. Τιμὴ εἰσιτηρίου δραχμ. 3. (Ἐκ τοῦ γραφείου τῆς Ἀδελφότητος).	[1009, 1392, 1241, 1624]
article-text: Ὁ Μητροπολίτης Δράμας καὶ ἡ Ἱερὰ Κοινότης τῆς πόλεως ἀπέστειλαν πρὸς τὸν Οἰκουμενικὸν Πατριάρχην τὸ ἑξῆς ἀφορῶν τηλεγράφημα: Παναγιώτατον Οἰκουμ. Πατριάρχην Γερμανὸν τὸν Ε΄. Κωνσταντινούπολιν. Ἡ τῆς ἡμῶν αἰσίας παρουσίας ἐπὶ τὴν ἀναλογίαν τῆς Ὑμετέρας ἐλεύσεως ἀπὸ τοῦ Θεοτάτης Παναγιότητος, τοῦ πρωταθλητοῦ τῆς ἐθνικῆς ἐλευθερίας τῶν Ἑλληνικῶν Ὀρθοδόξων ἱεραρχίας ἡμῶν, ἀνυπομονοῦντες αὐτοὺς ἐκ τῆς ταυτότητος διαιωνίζουσι εὐλαβείαι, καὶ λογιζόμενοι πάντων τῶν ἡμῶν ἐκτεταμένων ὑπὸ τοῦ πανταχόθεν ἐπιβαρύνοντος ἡμᾶς ἀναγκαστικοῦ ἐν Ἑλλάδι λειτουργεῖν, ὅπως διὰ μετὰ θέλησις.	[4, 75, 220, 456]
article-text: Τὸ τηλεγραφικὸν πρακτορεῖον «Ρόυτερ» ἀγγέλλει ὅτι μέχρι προχθὲς τὴν νύκτα ἡ Ὀθωμανικὴ πρεσβεία τοῦ Λονδίνου δὲν ἔλαβεν καμμίαν ἀπάντησιν παρὰ τῆς Κυβερνήσεως τῆς διὰ τὸ ἀφορᾷ εἰς τὰ τελευταῖα διαβήματα τῶν Δυνάμεων πρὸς διακοπὴν τῶν ἐχθροπραξιῶν.	[768, 816, 1199, 898]
ad-text: Τὸ διδυμηρὸν ὑπερωκεάνειον ἀτμόπλοιον	[1271, 1010, 1536, 1026]
article-headline: ΑΣΤΥΙΑΤΡΙΚΑ ΜΕΤΡΑ	[559, 1339, 681, 1356]
ad-agent: Β. ΤΣΙΤΤΕΡΙΤΣ	[1315, 1211, 1492, 1242]
divider	[481, 1450, 759, 1451]
right-column-e	[1249, 1606, 1596, 2304]
table-cell: Βορδαρίου	[909, 1986, 975, 2001]
article-headline: ΔΙΑΝΥΚΤΕΡΕΥΟΝΤΑ ΦΑΡΜΑΚΕΙΑ	[824, 1836, 942, 1870]
ad-text: εἰς τὸ	[1403, 1915, 1441, 1931]
masthead: ΜΑΚΕΔΟΝΙΑ	[731, 0, 865, 20]
ad-text: Ἀναχωρεῖ κατ' εὐθεῖαν διὰ	[1319, 1121, 1488, 1137]
article-text: Κατὰ τηλεγράφημα ἐκ Λονδίνου ληφθὲν ὑπὸ τοῦ Πρακτορείου «Στεφάνι» ἡ Βουλγαρία ἀνέθεσε πλήρως καὶ εἰς τὰς ἐξ Δυνάμεις τὸ διακανονισμὸν τῆς Βουλγαρορουμανικῆς διαφορᾶς. Αἱ Μ. Δυνάμεις ἤδη ἀνταλλάσσουν σκέψεις ἐπὶ τῷ σκοπῷ ὅπως προβῶσιν εἰς διάβημα παρὰ τῇ Κυβερνήσει Βουκουρεστίου καὶ Σόφιας διὰ νὰ ἐρωτήσουν ἐὰν αἱ Δυνάμεις εἰναι αἱ ἐν τῇ Μ. Δυνάμεις διάκεινται μετὰ διαιτησίας τῆς διαφορᾶς διότι ὁ τρόπος οὗτος εἶνε ὁ πλέον ταχὺς καὶ ὁ πλέον ἀσφαλής.	[768, 650, 1199, 782]
table-cell: Σ. Μηνδ ὁδοῦ	[909, 1950, 993, 1965]
right-column-d	[1005, 1366, 1245, 2304]
article-subheadline: (δικηγόρος ἐκ Πειραιῶς)	[551, 279, 689, 294]
article-text: Ἐκ Σέρβοι στρατιῶται κατέφθασαν εἰς τὸν λιμένα καὶ ἀνεχώρησαν διὰ τοῦ βορειοδυτικοῦ σιδηροδρόμου τῆς πόλεως πρὸς τὴν Σερβίαν. Ἐπὶ τοῦ σταθμοῦ ἐξεδήλωσαν ἐνθουσιώδεις ἐκδηλώσεις καὶ ὁ ὄχλος ἐχαιρέτισεν αὐτοὺς ἐξαιρέτως πρὸς τὴν νίκην. Μεταξὺ τῶν σταλέντων ἦσαν καὶ 1 ἐν στρατώνι τοσομενταῖοι.	[4, 1003, 220, 1185]
table-cell: Πολ. Σπυρίδης	[767, 1986, 857, 2001]
ad-print-shop: ΤΥΠΟΓΡΑΦΕΙΟΝ —ΣΦΡΑΓΙΔΟΠΟΙΕΙΟΝ	[1265, 1934, 1580, 1954]
